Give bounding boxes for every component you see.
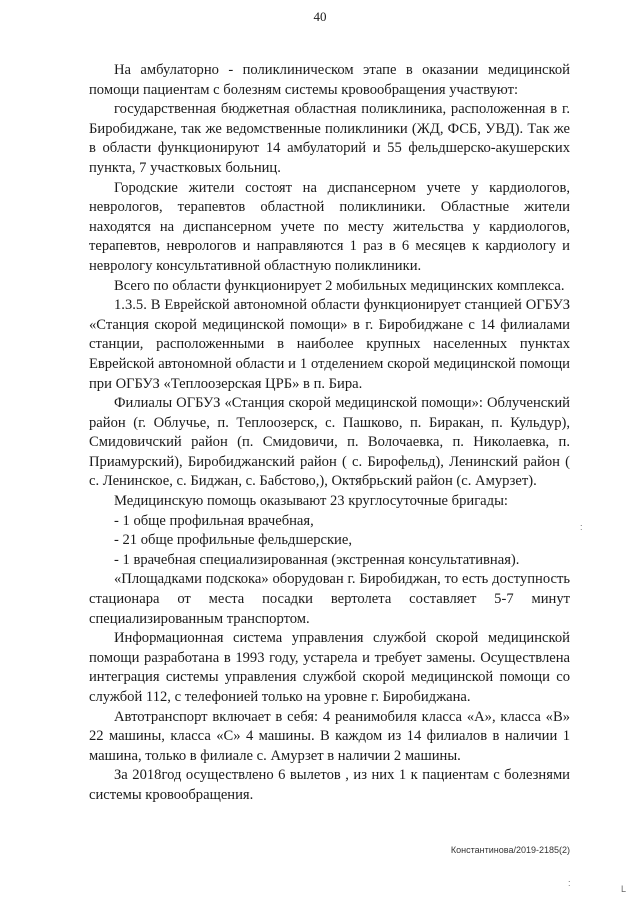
paragraph-vehicles: Автотранспорт включает в себя: 4 реанимобиля класса «А», класса «В» 22 машины, класса «С» 4 машины. В каждом из 14 филиалов в наличии 1 машина, только в филиале с. Амурзет в наличии 2 машины. <box>89 708 570 764</box>
paragraph-polyclinics: государственная бюджетная областная поликлиника, расположенная в г. Биробиджане, так же ведомственные поликлиники (ЖД, ФСБ, УВД). Так же в области функционируют 14 амбулаторий и 55 фельдшерско-акушерских пункта, 7 участковых больниц. <box>89 101 570 176</box>
paragraph-helipads: «Площадками подскока» оборудован г. Биробиджан, то есть доступность стационара от места посадки вертолета составляет 5-7 минут специализированным транспортом. <box>89 571 570 627</box>
paragraph-section-1-3-5: 1.3.5. В Еврейской автономной области функционирует станцией ОГБУЗ «Станция скорой медицинской помощи» в г. Биробиджане с 14 филиалами станции, расположенными в наиболее крупных населенных пунктах Еврейской автономной области и 1 отделением скорой медицинской помощи при ОГБУЗ «Теплоозерская ЦРБ» в п. Бира. <box>89 297 570 392</box>
list-item-brigade-specialized: - 1 врачебная специализированная (экстренная консультативная). <box>114 551 520 568</box>
paragraph-mobile-complexes: Всего по области функционирует 2 мобильных медицинских комплекса. <box>114 277 565 294</box>
paragraph-outpatient-intro: На амбулаторно - поликлиническом этапе в оказании медицинской помощи пациентам с болезням системы кровообращения участвуют: <box>89 62 570 98</box>
page-number: 40 <box>313 9 327 24</box>
list-item-brigade-paramedic: - 21 обще профильные фельдшерские, <box>114 532 352 549</box>
document-body <box>89 61 570 806</box>
paragraph-dispensary: Городские жители состоят на диспансерном учете у кардиологов, неврологов, терапевтов областной поликлиники. Областные жители находятся на диспансерном учете по месту жительства у кардиологов, терапевтов, неврологов и направляются 1 раз в 6 месяцев к кардиологу и неврологу консультативной областную поликлиники. <box>89 179 570 274</box>
margin-mark: : <box>568 878 571 888</box>
margin-mark: : <box>580 522 583 532</box>
paragraph-flights: За 2018год осуществлено 6 вылетов , из них 1 к пациентам с болезнями системы кровообращения. <box>89 767 570 803</box>
paragraph-brigades-intro: Медицинскую помощь оказывают 23 круглосуточные бригады: <box>114 493 508 510</box>
paragraph-information-system: Информационная система управления службой скорой медицинской помощи разработана в 1993 году, устарела и требует замены. Осуществлена интеграция системы управления службой скорой медицинской помощи со службой 112, с телефонией только на уровне г. Биробиджана. <box>89 630 570 705</box>
margin-mark: L <box>621 884 627 894</box>
list-item-brigade-physician: - 1 обще профильная врачебная, <box>114 512 314 529</box>
paragraph-branches: Филиалы ОГБУЗ «Станция скорой медицинской помощи»: Облученский район (г. Облучье, п. Теплоозерск, с. Пашково, п. Биракан, п. Кульдур), Смидовичский район (п. Смидовичи, п. Волочаевка, п. Николаевка, п. Приамурский), Биробиджанский район ( с. Бирофельд), Ленинский район ( с. Ленинское, с. Биджан, с. Бабстово,), Октябрьский район (с. Амурзет). <box>89 395 570 490</box>
footer-document-code: Константинова/2019-2185(2) <box>450 845 570 855</box>
